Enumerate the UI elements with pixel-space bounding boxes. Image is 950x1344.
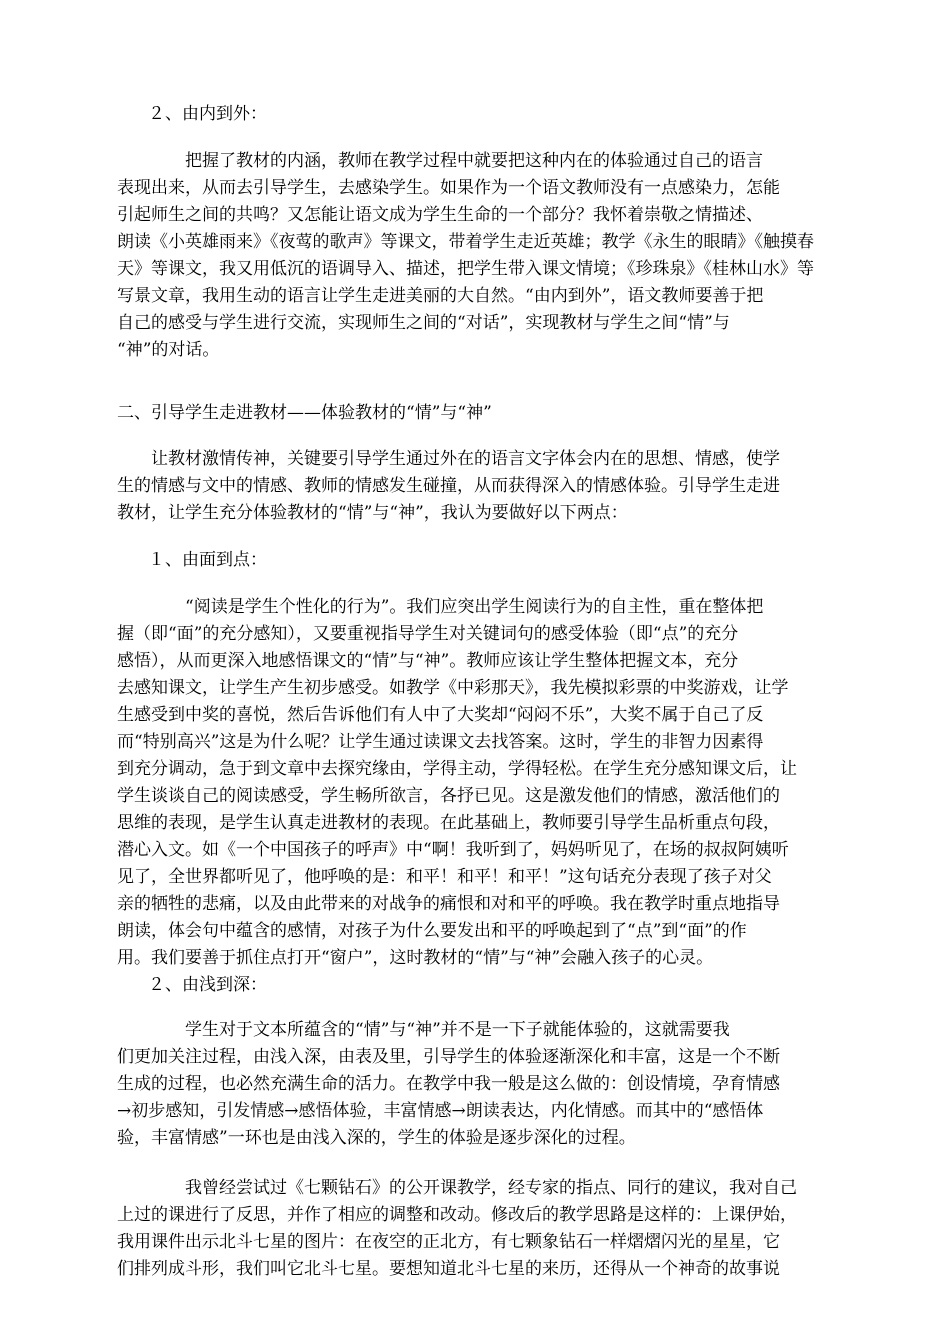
text-line: 见了，全世界都听见了，他呼唤的是：和平！和平！和平！”这句话充分表现了孩子对父 xyxy=(117,867,772,887)
text-line: 把握了教材的内涵，教师在教学过程中就要把这种内在的体验通过自己的语言 xyxy=(185,151,763,171)
text-line: 写景文章，我用生动的语言让学生走进美丽的大自然。“由内到外”，语文教师要善于把 xyxy=(117,286,764,306)
text-line: 潜心入文。如《一个中国孩子的呼声》中“啊！我听到了，妈妈听见了，在场的叔叔阿姨听 xyxy=(117,840,789,860)
section-heading-shallow-to-deep: ２、由浅到深： xyxy=(148,975,267,995)
text-line: 自己的感受与学生进行交流，实现师生之间的“对话”，实现教材与学生之间“情”与 xyxy=(117,313,730,333)
paragraph-shallow-to-deep xyxy=(117,1017,837,1152)
text-line: 学生对于文本所蕴含的“情”与“神”并不是一下子就能体验的，这就需要我 xyxy=(185,1020,730,1040)
text-line: 朗读，体会句中蕴含的感情，对孩子为什么要发出和平的呼唤起到了“点”到“面”的作 xyxy=(117,921,747,941)
text-line: 而“特别高兴”这是为什么呢？让学生通过读课文去找答案。这时，学生的非智力因素得 xyxy=(117,732,764,752)
section-heading-surface-to-point: １、由面到点： xyxy=(148,550,267,570)
text-line: 朗读《小英雄雨来》《夜莺的歌声》等课文，带着学生走近英雄；教学《永生的眼睛》《触摸春 xyxy=(117,232,814,252)
text-line: 们更加关注过程，由浅入深，由表及里，引导学生的体验逐渐深化和丰富，这是一个不断 xyxy=(117,1047,780,1067)
text-line: 生感受到中奖的喜悦，然后告诉他们有人中了大奖却“闷闷不乐”，大奖不属于自己了反 xyxy=(117,705,764,725)
text-line: 感悟），从而更深入地感悟课文的“情”与“神”。教师应该让学生整体把握文本，充分 xyxy=(117,651,739,671)
text-line: 们排列成斗形，我们叫它北斗七星。要想知道北斗七星的来历，还得从一个神奇的故事说 xyxy=(117,1259,780,1279)
text-line: 握（即“面”的充分感知），又要重视指导学生对关键词句的感受体验（即“点”的充分 xyxy=(117,624,739,644)
text-line: 我用课件出示北斗七星的图片：在夜空的正北方，有七颗象钻石一样熠熠闪光的星星，它 xyxy=(117,1232,780,1252)
text-line: 我曾经尝试过《七颗钻石》的公开课教学，经专家的指点、同行的建议，我对自己 xyxy=(185,1178,797,1198)
text-line: “神”的对话。 xyxy=(117,340,220,360)
text-line: 引起师生之间的共鸣？又怎能让语文成为学生生命的一个部分？我怀着崇敬之情描述、 xyxy=(117,205,763,225)
paragraph-surface-to-point xyxy=(117,594,837,972)
text-line: →初步感知，引发情感→感悟体验，丰富情感→朗读表达，内化情感。而其中的“感悟体 xyxy=(117,1101,764,1121)
paragraph-guide-students xyxy=(117,446,837,527)
text-line: 天》等课文，我又用低沉的语调导入、描述，把学生带入课文情境；《珍珠泉》《桂林山水》等 xyxy=(117,259,814,279)
section-heading-guide-students: 二、引导学生走进教材——体验教材的“情”与“神” xyxy=(117,403,492,423)
text-line: 验，丰富情感”一环也是由浅入深的，学生的体验是逐步深化的过程。 xyxy=(117,1128,636,1148)
text-line: “阅读是学生个性化的行为”。我们应突出学生阅读行为的自主性，重在整体把 xyxy=(185,597,764,617)
text-line: 到充分调动，急于到文章中去探究缘由，学得主动，学得轻松。在学生充分感知课文后，让 xyxy=(117,759,797,779)
text-line: 学生谈谈自己的阅读感受，学生畅所欲言，各抒已见。这是激发他们的情感，激活他们的 xyxy=(117,786,780,806)
text-line: 用。我们要善于抓住点打开“窗户”，这时教材的“情”与“神”会融入孩子的心灵。 xyxy=(117,948,714,968)
text-line: 上过的课进行了反思，并作了相应的调整和改动。修改后的教学思路是这样的：上课伊始， xyxy=(117,1205,797,1225)
section-heading-inside-out: ２、由内到外： xyxy=(148,104,267,124)
text-line: 生成的过程，也必然充满生命的活力。在教学中我一般是这么做的：创设情境，孕育情感 xyxy=(117,1074,780,1094)
text-line: 去感知课文，让学生产生初步感受。如教学《中彩那天》，我先模拟彩票的中奖游戏，让学 xyxy=(117,678,789,698)
text-line: 思维的表现，是学生认真走进教材的表现。在此基础上，教师要引导学生品析重点句段， xyxy=(117,813,780,833)
text-line: 表现出来，从而去引导学生，去感染学生。如果作为一个语文教师没有一点感染力，怎能 xyxy=(117,178,780,198)
text-line: 生的情感与文中的情感、教师的情感发生碰撞，从而获得深入的情感体验。引导学生走进 xyxy=(117,476,780,496)
text-line: 亲的牺牲的悲痛，以及由此带来的对战争的痛恨和对和平的呼唤。我在教学时重点地指导 xyxy=(117,894,780,914)
paragraph-seven-diamonds xyxy=(117,1175,837,1283)
text-line: 教材，让学生充分体验教材的“情”与“神”，我认为要做好以下两点： xyxy=(117,503,628,523)
text-line: 让教材激情传神，关键要引导学生通过外在的语言文字体会内在的思想、情感，使学 xyxy=(151,449,780,469)
paragraph-inside-out xyxy=(117,148,837,364)
